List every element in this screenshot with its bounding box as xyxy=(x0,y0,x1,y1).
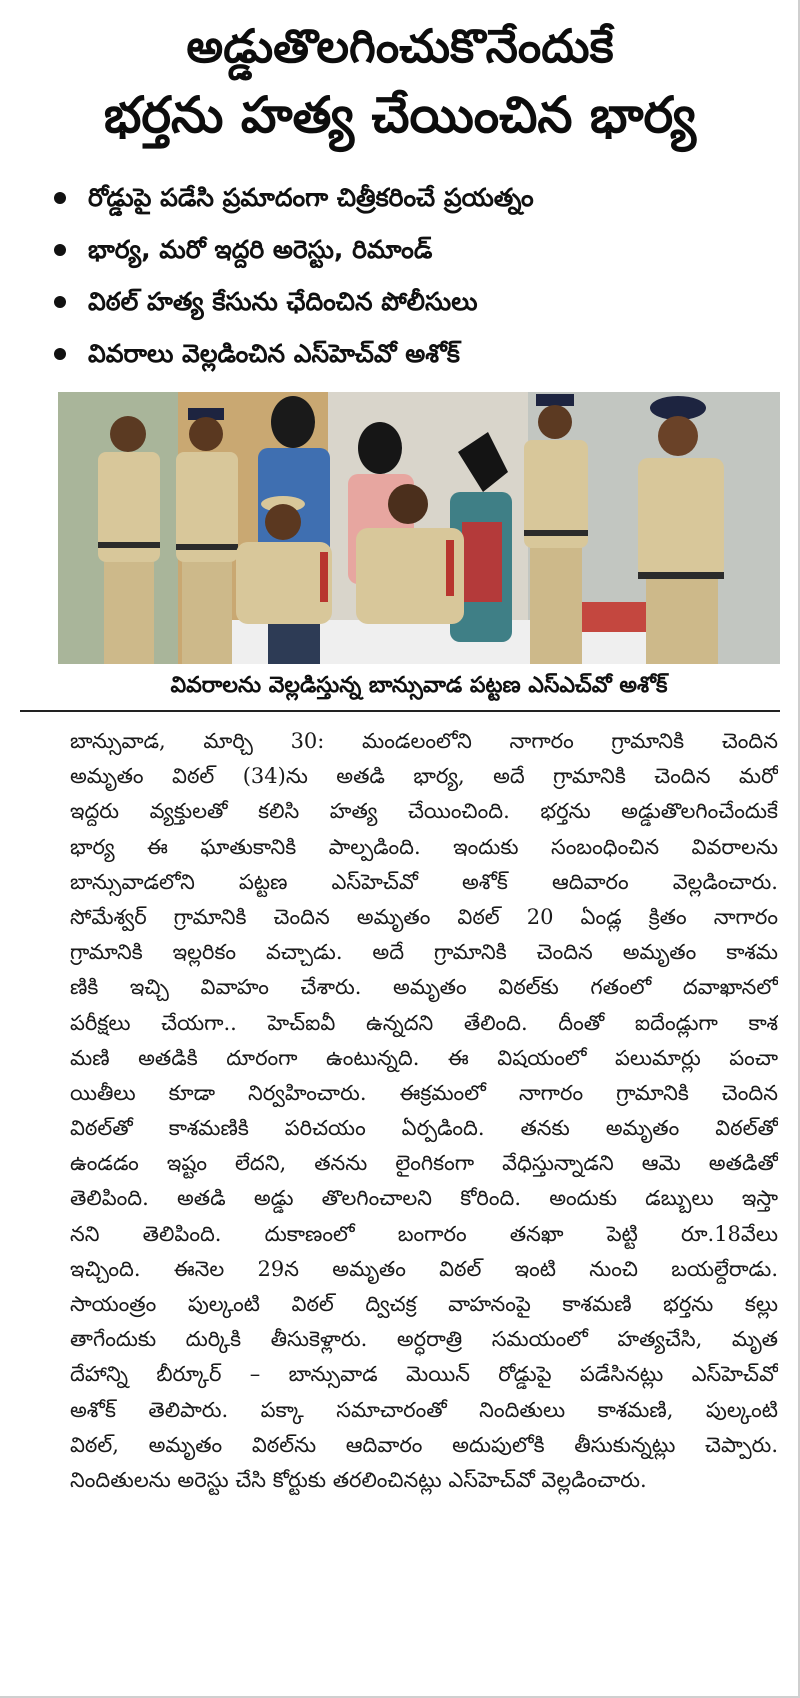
article-line: తెలిపింది. అతడి అడ్డు తొలగించాలని కోరింది. అందుకు డబ్బులు ఇస్తా xyxy=(70,1186,778,1211)
article-body xyxy=(70,724,778,1498)
article-line: ఇద్దరు వ్యక్తులతో కలిసి హత్య చేయించింది. భర్తను అడ్డుతొలగించేందుకే xyxy=(70,799,778,824)
article-line: పరీక్షలు చేయగా.. హెచ్‌ఐవీ ఉన్నదని తేలింది. దీంతో ఐదేండ్లుగా కాశ xyxy=(70,1010,778,1035)
bullet-item xyxy=(54,172,774,224)
bullet-text: విఠల్ హత్య కేసును ఛేదించిన పోలీసులు xyxy=(88,287,478,316)
photo-caption: వివరాలను వెల్లడిస్తున్న బాన్సువాడ పట్టణ ఎస్‌ఎచ్‌వో అశోక్ xyxy=(170,673,668,698)
article-line: సోమేశ్వర్ గ్రామానికి చెందిన అమృతం విఠల్ 20 ఏండ్ల క్రితం నాగారం xyxy=(70,904,778,929)
article-line: సాయంత్రం పుల్కంటి విఠల్ ద్విచక్ర వాహనంపై కాశమణి భర్తను కల్లు xyxy=(70,1292,778,1316)
subheading-bullets xyxy=(54,172,774,380)
article-line: విఠల్‌తో కాశమణికి పరిచయం ఏర్పడింది. తనకు అమృతం విఠల్‌తో xyxy=(70,1116,778,1141)
bullet-item xyxy=(54,224,774,276)
article-line: దేహాన్ని బీర్కూర్ – బాన్సువాడ మెయిన్ రోడ్డుపై పడేసినట్లు ఎస్‌హెచ్‌వో xyxy=(70,1362,778,1387)
bullet-dot-icon xyxy=(54,348,66,360)
article-line: ణికి ఇచ్చి వివాహం చేశారు. అమృతం విఠల్‌కు గతంలో దవాఖానలో xyxy=(70,975,778,1000)
bullet-item xyxy=(54,276,774,328)
standing-officer xyxy=(98,416,160,664)
bullet-dot-icon xyxy=(54,192,66,204)
news-photo xyxy=(58,392,780,664)
article-line: నిందితులను అరెస్టు చేసి కోర్టుకు తరలించినట్లు ఎస్‌హెచ్‌వో వెల్లడించారు. xyxy=(70,1467,647,1492)
bullet-item xyxy=(54,328,774,380)
article-line: ఇచ్చింది. ఈనెల 29న అమృతం విఠల్ ఇంటి నుంచి బయల్దేరాడు. xyxy=(70,1256,778,1281)
headline-line-2: భర్తను హత్య చేయించిన భార్య xyxy=(103,86,697,144)
article-line: తాగేందుకు దుర్కికి తీసుకెళ్లారు. అర్ధరాత్రి సమయంలో హత్యచేసి, మృత xyxy=(70,1327,778,1352)
article-line: విఠల్, అమృతం విఠల్‌ను ఆదివారం అదుపులోకి తీసుకున్నట్లు చెప్పారు. xyxy=(70,1432,778,1457)
bullet-text: భార్య, మరో ఇద్దరి అరెస్టు, రిమాండ్ xyxy=(88,235,433,264)
article-line: మణి అతడికి దూరంగా ఉంటున్నది. ఈ విషయంలో పలుమార్లు పంచా xyxy=(70,1045,778,1070)
headline-line-1: అడ్డుతొలగించుకొనేందుకే xyxy=(186,19,614,73)
article-line: నని తెలిపింది. దుకాణంలో బంగారం తనఖా పెట్టి రూ.18వేలు xyxy=(70,1221,778,1246)
article-line: బాన్సువాడ, మార్చి 30: మండలంలోని నాగారం గ్రామానికి చెందిన xyxy=(70,729,778,753)
bullet-dot-icon xyxy=(54,244,66,256)
article-line: బాన్సువాడలోని పట్టణ ఎస్‌హెచ్‌వో అశోక్ ఆదివారం వెల్లడించారు. xyxy=(70,869,778,894)
caption-divider xyxy=(20,710,780,712)
article-line: అశోక్ తెలిపారు. పక్కా సమాచారంతో నిందితులు కాశమణి, పుల్కంటి xyxy=(70,1397,778,1422)
article-line: గ్రామానికి ఇల్లరికం వచ్చాడు. అదే గ్రామానికి చెందిన అమృతం కాశమ xyxy=(70,940,778,965)
article-line: భార్య ఈ ఘాతుకానికి పాల్పడింది. ఇందుకు సంబంధించిన వివరాలను xyxy=(70,834,778,859)
bullet-dot-icon xyxy=(54,296,66,308)
police-group-photo xyxy=(58,392,780,664)
bullet-text: వివరాలు వెల్లడించిన ఎస్‌హెచ్‌వో అశోక్ xyxy=(88,339,460,368)
bullet-text: రోడ్డుపై పడేసి ప్రమాదంగా చిత్రీకరించే ప్రయత్నం xyxy=(88,183,534,212)
article-line: అమృతం విఠల్ (34)ను అతడి భార్య, అదే గ్రామానికి చెందిన మరో xyxy=(70,764,778,789)
article-line: ఉండడం ఇష్టం లేదని, తనను లైంగికంగా వేధిస్తున్నాడని ఆమె అతడితో xyxy=(70,1151,778,1176)
article-line: యితీలు కూడా నిర్వహించారు. ఈక్రమంలో నాగారం గ్రామానికి చెందిన xyxy=(70,1080,778,1105)
